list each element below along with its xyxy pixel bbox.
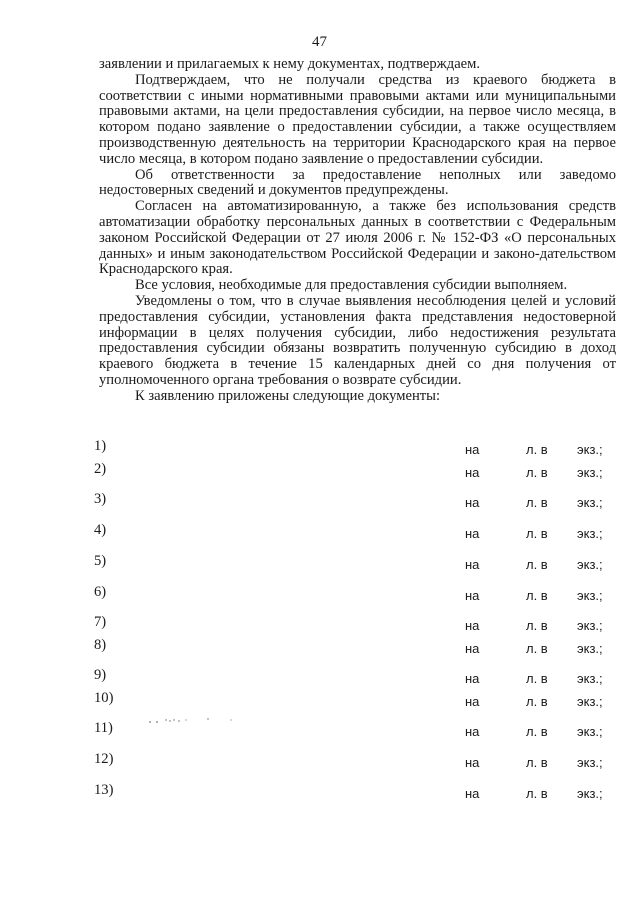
attachment-number: 1) — [94, 438, 107, 454]
attachment-number: 9) — [94, 667, 107, 683]
attachment-number: 5) — [94, 553, 107, 569]
attachment-row — [94, 584, 614, 604]
attachment-sheets: л. в — [526, 557, 548, 572]
attachment-on: на — [465, 465, 480, 480]
attachment-number: 6) — [94, 584, 107, 600]
attachment-sheets: л. в — [526, 755, 548, 770]
paragraph-attachments-intro: К заявлению приложены следующие документы: — [135, 387, 441, 404]
attachment-sheets: л. в — [526, 671, 548, 686]
attachment-on: на — [465, 786, 480, 801]
attachment-copies: экз.; — [577, 786, 603, 801]
attachment-on: на — [465, 618, 480, 633]
attachment-sheets: л. в — [526, 465, 548, 480]
attachment-number: 8) — [94, 637, 107, 653]
paragraph-confirmation: Подтверждаем, что не получали средства из краевого бюджета в соответствии с иными нормативными правовыми актами или муниципальными правовыми актами, на цели предоставления субсидии, на первое число месяца, в котором подано заявление о предоставлении субсидии, а также осуществляем производственную деятельность на территории Краснодарского края на первое число месяца, в котором подано заявление о предоставлении субсидии. — [99, 71, 616, 167]
attachment-row — [94, 461, 614, 481]
attachment-copies: экз.; — [577, 618, 603, 633]
paragraph-continuation: заявлении и прилагаемых к нему документах, подтверждаем. — [99, 56, 481, 72]
paragraph-personal-data-consent: Согласен на автоматизированную, а также без использования средств автоматизации обработку персональных данных в соответствии с Федеральным законом Российской Федерации от 27 июля 2006 г. № 152-ФЗ «О персональных данных» и иным законодательством Российской Федерации и законо-дательством Краснодарского края. — [99, 198, 616, 278]
attachment-sheets: л. в — [526, 442, 548, 457]
attachment-row — [94, 667, 614, 687]
attachment-number: 4) — [94, 522, 107, 538]
attachment-copies: экз.; — [577, 641, 603, 656]
attachment-number: 13) — [94, 782, 114, 798]
attachment-sheets: л. в — [526, 495, 548, 510]
attachment-sheets: л. в — [526, 526, 548, 541]
attachment-copies: экз.; — [577, 588, 603, 603]
attachment-copies: экз.; — [577, 465, 603, 480]
attachment-sheets: л. в — [526, 724, 548, 739]
attachment-copies: экз.; — [577, 557, 603, 572]
attachment-number: 7) — [94, 614, 107, 630]
attachment-row — [94, 553, 614, 573]
attachment-copies: экз.; — [577, 671, 603, 686]
scan-artifact — [148, 716, 248, 726]
paragraph-conditions: Все условия, необходимые для предоставления субсидии выполняем. — [135, 277, 568, 294]
attachment-number: 3) — [94, 491, 107, 507]
paragraph-notification: Уведомлены о том, что в случае выявления несоблюдения целей и условий предоставления субсидии, установления факта представления недостоверной информации в целях получения субсидии, либо недостижения результата предоставления субсидии обязаны возвратить полученную субсидию в доход краевого бюджета в течение 15 календарных дней со дня получения от уполномоченного органа требования о возврате субсидии. — [99, 292, 616, 388]
attachment-on: на — [465, 755, 480, 770]
attachment-copies: экз.; — [577, 495, 603, 510]
attachment-row — [94, 438, 614, 458]
attachment-sheets: л. в — [526, 618, 548, 633]
attachment-row — [94, 751, 614, 771]
attachment-number: 12) — [94, 751, 114, 767]
attachment-copies: экз.; — [577, 755, 603, 770]
attachment-number: 10) — [94, 690, 114, 706]
attachment-on: на — [465, 641, 480, 656]
document-body — [99, 57, 616, 405]
attachment-on: на — [465, 442, 480, 457]
attachment-on: на — [465, 495, 480, 510]
attachment-sheets: л. в — [526, 641, 548, 656]
attachment-sheets: л. в — [526, 786, 548, 801]
attachment-on: на — [465, 588, 480, 603]
attachment-row — [94, 782, 614, 802]
attachment-on: на — [465, 526, 480, 541]
attachment-sheets: л. в — [526, 694, 548, 709]
attachment-on: на — [465, 694, 480, 709]
attachment-copies: экз.; — [577, 694, 603, 709]
attachment-copies: экз.; — [577, 442, 603, 457]
attachment-copies: экз.; — [577, 526, 603, 541]
paragraph-responsibility: Об ответственности за предоставление неполных или заведомо недостоверных сведений и документов предупреждены. — [99, 166, 616, 199]
attachment-row — [94, 637, 614, 657]
attachment-row — [94, 614, 614, 634]
attachment-on: на — [465, 671, 480, 686]
attachment-row — [94, 491, 614, 511]
attachment-row — [94, 522, 614, 542]
attachment-number: 11) — [94, 720, 113, 736]
attachment-row — [94, 690, 614, 710]
attachment-number: 2) — [94, 461, 107, 477]
attachment-on: на — [465, 557, 480, 572]
attachment-sheets: л. в — [526, 588, 548, 603]
attachment-on: на — [465, 724, 480, 739]
page-number: 47 — [312, 34, 327, 50]
attachment-copies: экз.; — [577, 724, 603, 739]
